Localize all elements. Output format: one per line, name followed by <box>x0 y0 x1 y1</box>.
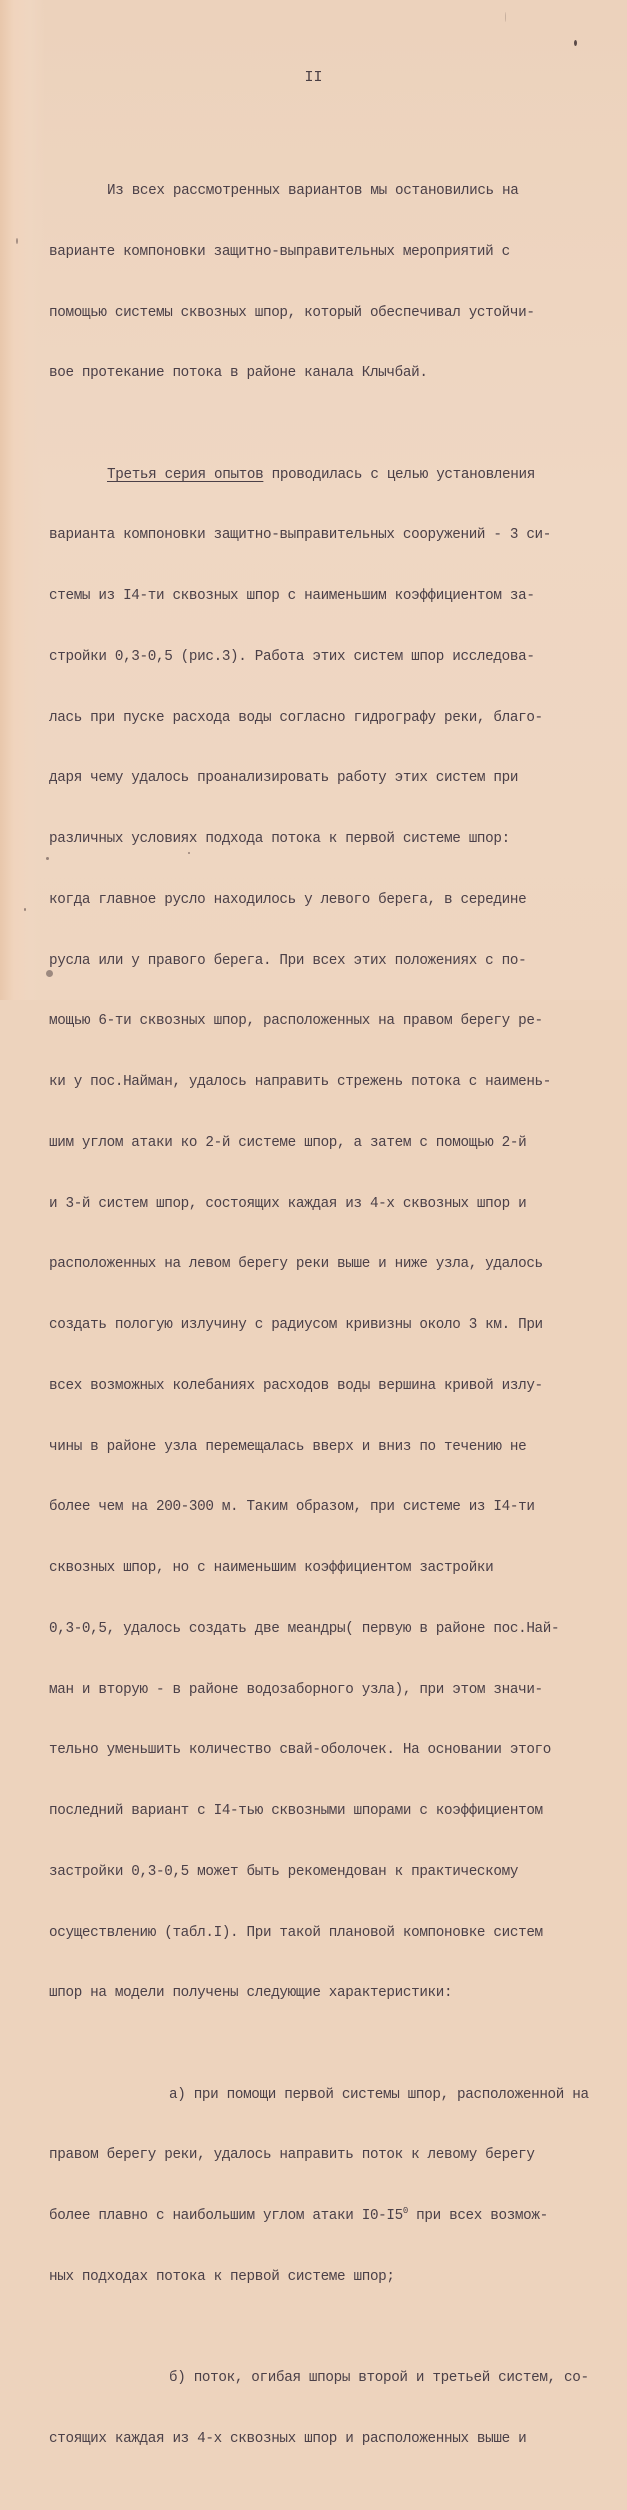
degree-superscript: 0 <box>402 2206 408 2216</box>
text-line: шпор на модели получены следующие характеристики: <box>49 1985 453 2002</box>
text-line: последний вариант с I4-тью сквозными шпорами с коэффициентом <box>49 1803 543 1819</box>
text-line: лась при пуске расхода воды согласно гидрографу реки, благо- <box>49 709 543 726</box>
text-line: правом берегу реки, удалось направить поток к левому берегу <box>49 2147 535 2164</box>
text-line: Из всех рассмотренных вариантов мы остановились на <box>107 183 519 199</box>
page-number: II <box>304 69 323 86</box>
text-line: чины в районе узла перемещалась вверх и вниз по течению не <box>49 1438 527 1455</box>
text-line: расположенных на левом берегу реки выше и ниже узла, удалось <box>49 1256 543 1273</box>
text-line: ман и вторую - в районе водозаборного узла), при этом значи- <box>49 1681 543 1698</box>
text-line: варианта компоновки защитно-выправительных сооружений - 3 си- <box>49 527 552 544</box>
text-line: более чем на 200-300 м. Таким образом, при системе из I4-ти <box>49 1499 535 1516</box>
text-line: тельно уменьшить количество свай-оболочек. На основании этого <box>49 1742 552 1759</box>
text-line: ных подходах потока к первой системе шпор; <box>49 2268 395 2285</box>
ink-speck <box>505 12 506 22</box>
text-line: мощью 6-ти сквозных шпор, расположенных на правом берегу ре- <box>49 1013 543 1030</box>
ink-speck <box>24 908 26 911</box>
text-line: всех возможных колебаниях расходов воды вершина кривой излу- <box>49 1377 543 1394</box>
text-line: застройки 0,3-0,5 может быть рекомендован к практическому <box>49 1863 519 1880</box>
ink-speck <box>574 40 577 46</box>
text-line: стройки 0,3-0,5 (рис.3). Работа этих систем шпор исследова- <box>49 648 535 665</box>
section-lead-underlined: Третья серия опытов <box>107 466 264 483</box>
text-line: сквозных шпор, но с наименьшим коэффициентом застройки <box>49 1560 494 1576</box>
text-line: вое протекание потока в районе канала Клычбай. <box>49 365 428 382</box>
text-line: даря чему удалось проанализировать работу этих систем при <box>49 770 519 787</box>
text-line: варианте компоновки защитно-выправительных мероприятий с <box>49 243 510 260</box>
text-line: различных условиях подхода потока к первой системе шпор: <box>49 831 510 847</box>
list-item-a: а) при помощи первой системы шпор, расположенной на <box>169 2086 589 2103</box>
text-line: когда главное русло находилось у левого берега, в середине <box>49 891 527 908</box>
text-fragment: проводилась с целью установления <box>263 466 535 483</box>
text-line: создать пологую излучину с радиусом кривизны около 3 км. При <box>49 1317 543 1333</box>
body-text <box>49 100 609 2510</box>
text-fragment: более плавно с наибольшим углом атаки I0-I5 <box>49 2208 403 2224</box>
text-line: помощью системы сквозных шпор, который обеспечивал устойчи- <box>49 304 535 321</box>
text-line: шим углом атаки ко 2-й системе шпор, а затем с помощью 2-й <box>49 1134 527 1151</box>
text-line: и 3-й систем шпор, состоящих каждая из 4-х сквозных шпор и <box>49 1195 527 1212</box>
text-line: стемы из I4-ти сквозных шпор с наименьшим коэффициентом за- <box>49 588 535 604</box>
text-line <box>49 465 609 485</box>
text-line: стоящих каждая из 4-х сквозных шпор и расположенных выше и <box>49 2430 527 2447</box>
ink-speck <box>16 238 18 244</box>
text-line: русла или у правого берега. При всех этих положениях с по- <box>49 952 527 969</box>
text-fragment: при всех возмож- <box>407 2208 548 2224</box>
text-line: осуществлению (табл.I). При такой плановой компоновке систем <box>49 1924 543 1941</box>
text-line: 0,3-0,5, удалось создать две меандры( первую в районе пос.Най- <box>49 1620 560 1637</box>
list-item-b: б) поток, огибая шпоры второй и третьей систем, со- <box>169 2370 589 2386</box>
text-line <box>49 2206 609 2226</box>
text-line: ки у пос.Найман, удалось направить стрежень потока с наимень- <box>49 1074 552 1090</box>
